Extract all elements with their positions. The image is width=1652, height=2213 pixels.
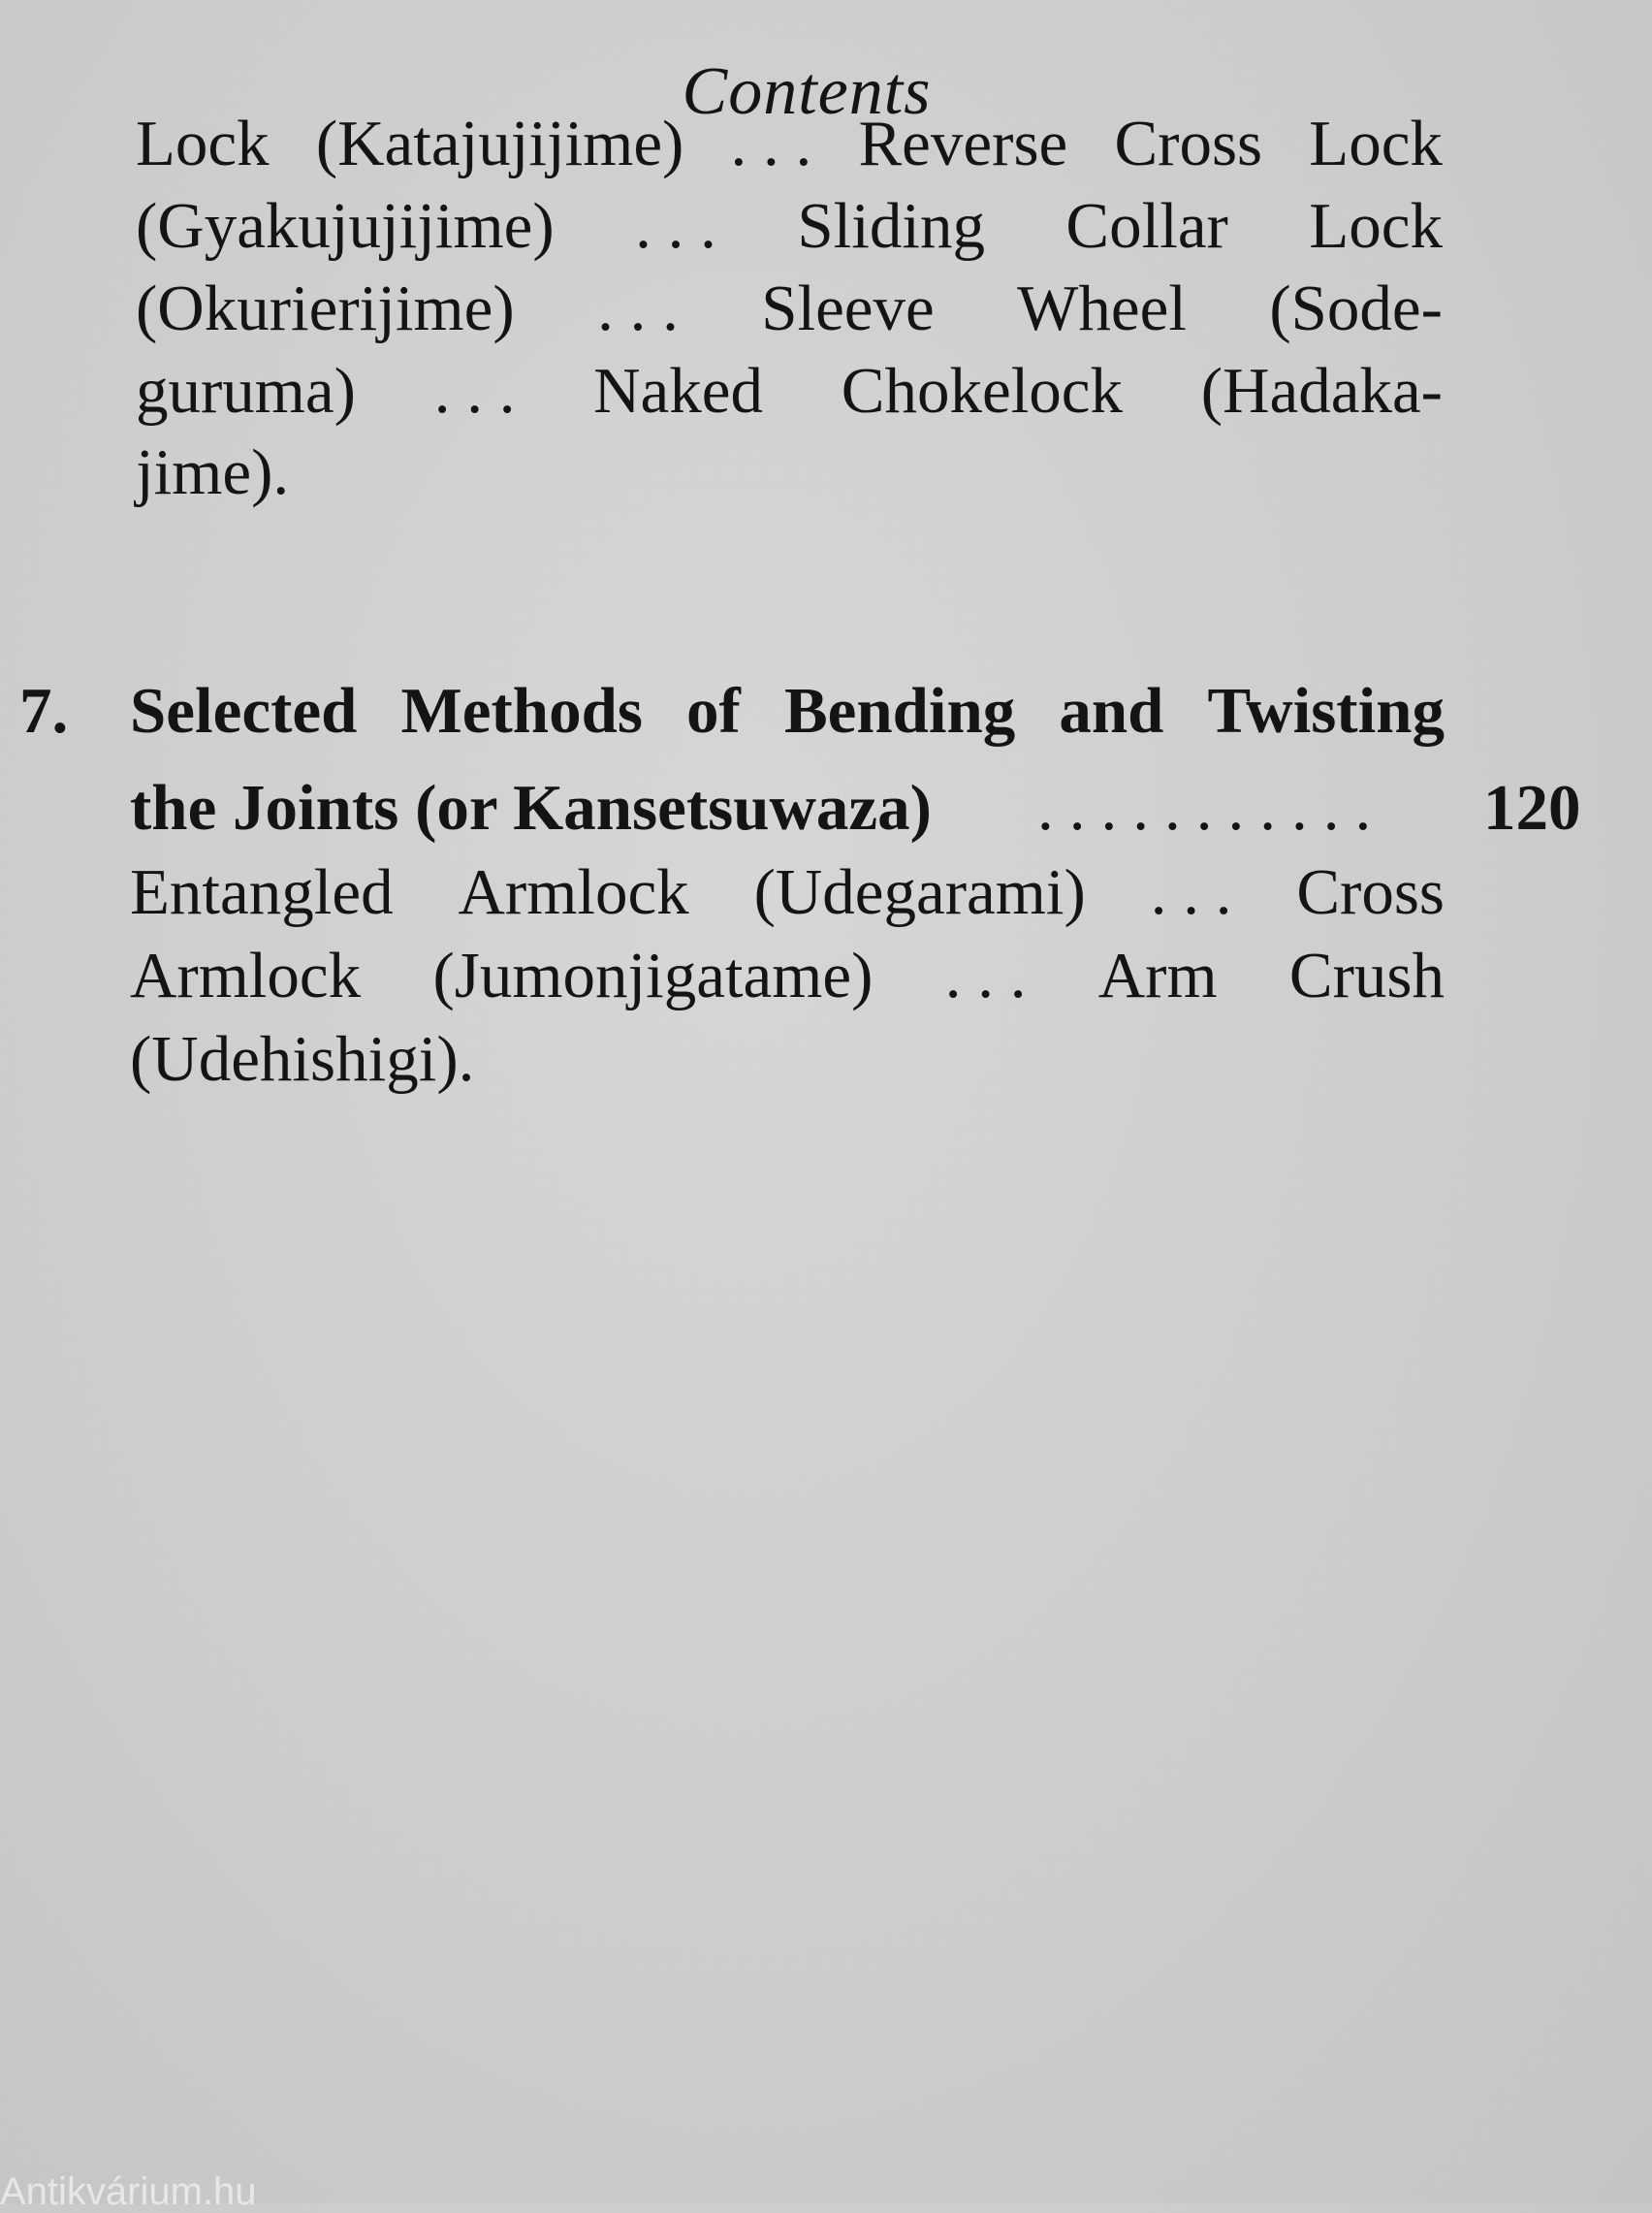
word: and xyxy=(1059,675,1164,747)
word: Armlock xyxy=(458,856,689,928)
entry-line xyxy=(136,267,1443,350)
word: (Jumonjigatame) xyxy=(432,940,874,1011)
word: Cross xyxy=(1296,856,1445,928)
chapter-title-end: the Joints (or Kansetsuwaza) xyxy=(130,772,932,844)
word: Selected xyxy=(130,675,358,747)
word: Arm xyxy=(1097,940,1218,1011)
chapter-title-line xyxy=(130,669,1445,753)
entry-line xyxy=(136,349,1443,433)
word: Twisting xyxy=(1207,675,1445,747)
ellipsis: . . . xyxy=(635,190,716,262)
ellipsis: . . . xyxy=(597,273,679,344)
watermark: Antikvárium.hu xyxy=(0,2170,257,2213)
dot-leaders xyxy=(1037,766,1386,850)
word: jime). xyxy=(136,436,290,508)
word: Reverse xyxy=(858,108,1068,179)
ellipsis: . . . xyxy=(730,108,812,179)
word: (Katajujijime) xyxy=(315,108,684,179)
entry-line xyxy=(130,934,1445,1017)
word: Cross xyxy=(1114,108,1263,179)
entry-line xyxy=(136,184,1443,268)
word: Methods xyxy=(400,675,643,747)
word: Wheel xyxy=(1017,273,1187,344)
word: Armlock xyxy=(130,940,362,1011)
entry-line xyxy=(136,102,1443,185)
word: (Hadaka- xyxy=(1200,355,1443,427)
word: (Udegarami) xyxy=(753,856,1086,928)
running-head: Contents xyxy=(682,54,932,129)
ellipsis: . . . xyxy=(1150,856,1232,928)
word: Crush xyxy=(1288,940,1445,1011)
word: of xyxy=(686,675,741,747)
leader-dots: ........... xyxy=(1037,772,1387,844)
word: Naked xyxy=(593,355,764,427)
page-number: 120 xyxy=(1483,772,1581,844)
word: (Sode- xyxy=(1269,273,1443,344)
ellipsis: . . . xyxy=(433,355,516,427)
word: (Udehishigi). xyxy=(130,1023,475,1095)
word: Lock xyxy=(1309,190,1443,262)
word: Lock xyxy=(1309,108,1443,179)
word: Sliding xyxy=(797,190,985,262)
entry-line xyxy=(130,1017,1445,1101)
word: Entangled xyxy=(130,856,394,928)
word: Lock xyxy=(136,108,270,179)
ellipsis: . . . xyxy=(944,940,1027,1011)
chapter-number: 7. xyxy=(19,675,69,747)
word: Collar xyxy=(1065,190,1228,262)
word: (Gyakujujijime) xyxy=(136,190,555,262)
word: Sleeve xyxy=(761,273,935,344)
word: Chokelock xyxy=(841,355,1124,427)
entry-line xyxy=(136,431,1443,514)
word: guruma) xyxy=(136,355,356,427)
word: Bending xyxy=(783,675,1016,747)
word: (Okurierijime) xyxy=(136,273,515,344)
entry-line xyxy=(130,850,1445,934)
